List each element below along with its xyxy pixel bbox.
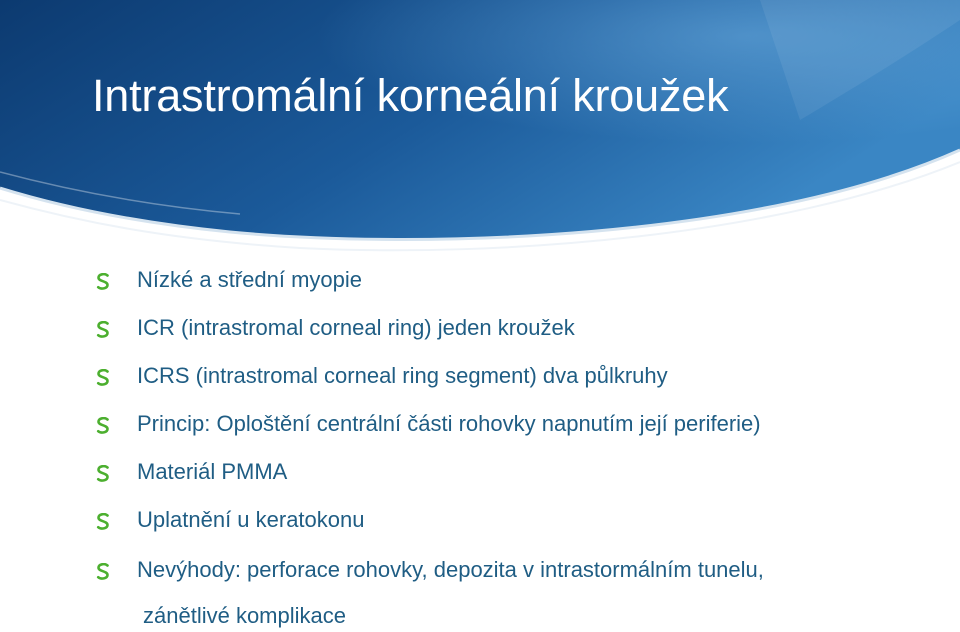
bullet-text: Nevýhody: perforace rohovky, depozita v intrastormálním tunelu, xyxy=(137,557,764,582)
green-s-swirl-icon xyxy=(96,369,110,386)
bullet-continuation: zánětlivé komplikace xyxy=(143,603,346,628)
green-s-swirl-icon xyxy=(96,417,110,434)
slide-title: Intrastromální korneální kroužek xyxy=(92,70,729,121)
bullet-text: Nízké a střední myopie xyxy=(137,267,362,292)
green-s-swirl-icon xyxy=(96,465,110,482)
bullet-text: ICR (intrastromal corneal ring) jeden kroužek xyxy=(137,315,575,340)
bullet-text: Uplatnění u keratokonu xyxy=(137,507,365,532)
green-s-swirl-icon xyxy=(96,513,110,530)
green-s-swirl-icon xyxy=(96,563,110,580)
bullet-text: ICRS (intrastromal corneal ring segment) dva půlkruhy xyxy=(137,363,668,388)
bullet-text: Princip: Oploštění centrální části rohovky napnutím její periferie) xyxy=(137,411,761,436)
green-s-swirl-icon xyxy=(96,321,110,338)
bullet-text: Materiál PMMA xyxy=(137,459,288,484)
green-s-swirl-icon xyxy=(96,273,110,290)
